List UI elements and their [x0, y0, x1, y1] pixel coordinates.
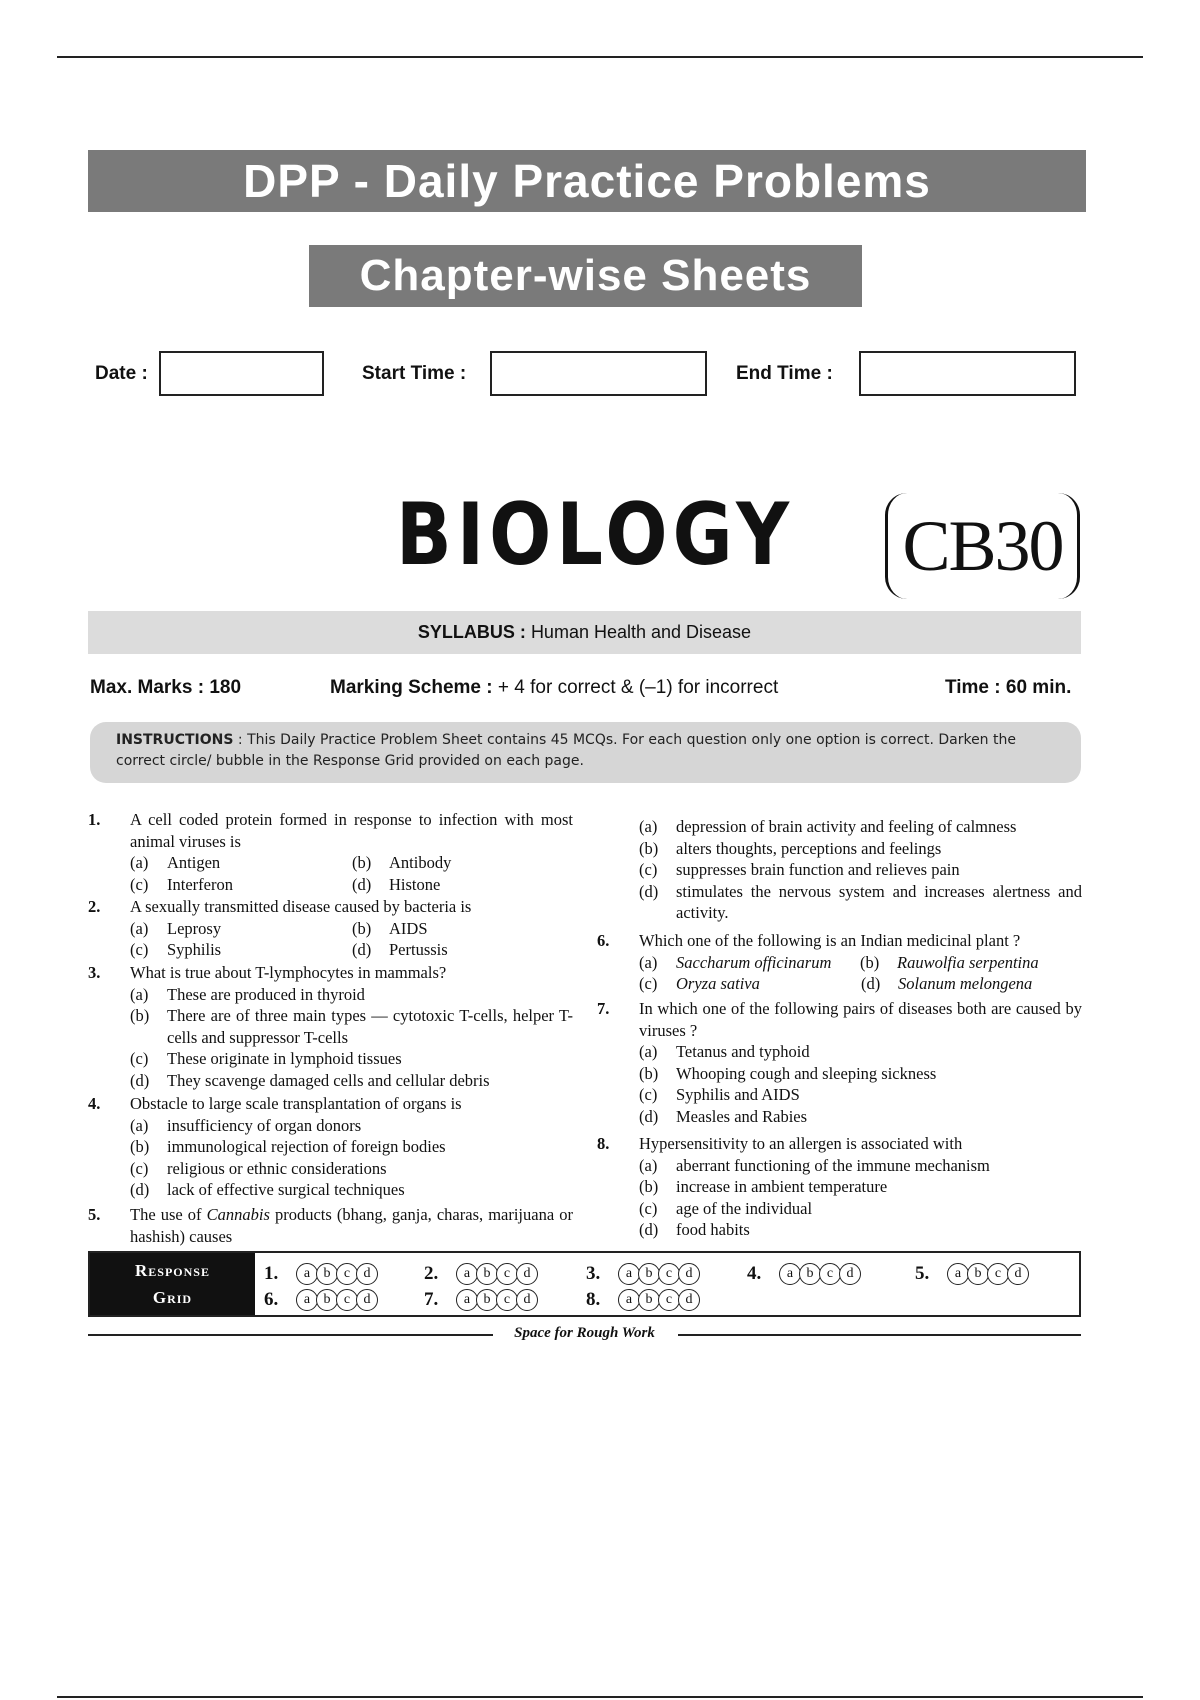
option-text: Leprosy — [167, 918, 222, 938]
option-row — [597, 881, 1082, 924]
option-letter: (a) — [639, 1155, 658, 1175]
option-row — [88, 1005, 573, 1048]
response-grid-number: 3. — [586, 1262, 601, 1284]
option-text: Antibody — [389, 853, 452, 872]
response-grid-item — [586, 1288, 700, 1311]
question-text: Which one of the following is an Indian medicinal plant ? — [639, 931, 1021, 950]
option-row — [597, 952, 1082, 974]
answer-bubble-d[interactable]: d — [839, 1263, 861, 1285]
option-row — [88, 939, 573, 961]
option-letter: (b) — [130, 1137, 150, 1156]
time-limit: Time : 60 min. — [945, 677, 1072, 698]
option-text: Whooping cough and sleeping sickness — [676, 1063, 937, 1083]
option-letter: (b) — [639, 838, 659, 858]
answer-bubble-b[interactable]: b — [476, 1263, 498, 1285]
question-text — [130, 1204, 573, 1247]
option-letter: (c) — [639, 1085, 658, 1104]
date-field[interactable] — [159, 351, 324, 396]
option-letter: (d) — [130, 1070, 150, 1090]
option-letter: (c) — [639, 1198, 658, 1218]
option-letter: (d) — [352, 874, 372, 894]
page-subtitle: Chapter-wise Sheets — [309, 245, 862, 307]
question-number: 6. — [597, 931, 610, 950]
question-1 — [88, 809, 573, 895]
option-text: increase in ambient temperature — [676, 1177, 888, 1196]
option-letter: (b) — [860, 952, 880, 972]
option-text: religious or ethnic considerations — [167, 1158, 387, 1178]
question-5 — [88, 1204, 573, 1247]
answer-bubble-d[interactable]: d — [678, 1289, 700, 1311]
question-4 — [88, 1093, 573, 1201]
option-letter: (a) — [639, 817, 658, 836]
option-text: depression of brain activity and feeling of calmness — [676, 817, 1017, 836]
option-letter: (d) — [639, 881, 659, 901]
question-3 — [88, 962, 573, 1091]
question-2 — [88, 896, 573, 961]
option-letter: (d) — [639, 1106, 659, 1126]
option-text: aberrant functioning of the immune mechanism — [676, 1155, 990, 1175]
option-text: food habits — [676, 1220, 750, 1239]
option-text: Tetanus and typhoid — [676, 1042, 810, 1061]
option-letter: (b) — [639, 1177, 659, 1196]
option-text: insufficiency of organ donors — [167, 1115, 362, 1135]
response-grid-item — [264, 1288, 378, 1311]
option-letter: (a) — [130, 918, 149, 938]
option-text: stimulates the nervous system and increases alertness and activity. — [676, 881, 1082, 922]
option-row — [597, 1198, 1082, 1220]
question-number: 7. — [597, 999, 610, 1018]
option-text: There are of three main types — cytotoxic T-cells, helper T-cells and suppressor T-cells — [167, 1006, 573, 1047]
option-row — [88, 1136, 573, 1158]
answer-bubble-c[interactable]: c — [336, 1289, 358, 1311]
response-grid-label-line1: Response — [135, 1261, 210, 1280]
option-letter: (a) — [130, 1115, 149, 1135]
option-row — [597, 1176, 1082, 1198]
response-grid-number: 1. — [264, 1262, 279, 1284]
option-letter: (b) — [130, 1006, 150, 1025]
answer-bubble-b[interactable]: b — [638, 1263, 660, 1285]
answer-bubble-a[interactable]: a — [618, 1263, 640, 1285]
answer-bubble-a[interactable]: a — [779, 1263, 801, 1285]
answer-bubble-a[interactable]: a — [296, 1289, 318, 1311]
option-row — [597, 1155, 1082, 1177]
response-grid-item — [424, 1262, 538, 1285]
answer-bubble-d[interactable]: d — [356, 1263, 378, 1285]
answer-bubble-d[interactable]: d — [516, 1263, 538, 1285]
option-text: Saccharum officinarum — [676, 952, 832, 972]
response-grid — [88, 1251, 1081, 1317]
option-letter: (b) — [352, 853, 372, 872]
option-row — [88, 1158, 573, 1180]
option-letter: (a) — [130, 984, 149, 1004]
option-row — [597, 816, 1082, 838]
syllabus-value: Human Health and Disease — [530, 622, 752, 642]
option-row — [597, 859, 1082, 881]
option-row — [88, 1115, 573, 1137]
option-letter: (c) — [639, 860, 658, 879]
response-grid-item — [915, 1262, 1029, 1285]
option-letter: (c) — [130, 1049, 149, 1068]
option-text: Syphilis — [167, 940, 222, 959]
question-7 — [597, 998, 1082, 1127]
response-grid-item — [586, 1262, 700, 1285]
option-letter: (d) — [639, 1220, 659, 1239]
option-row — [597, 838, 1082, 860]
question-text-italic: Cannabis — [206, 1205, 270, 1224]
option-row — [88, 852, 573, 874]
option-letter: (a) — [639, 952, 658, 972]
syllabus-label: SYLLABUS : — [417, 622, 526, 642]
option-row — [88, 918, 573, 940]
option-text: They scavenge damaged cells and cellular debris — [167, 1070, 490, 1090]
marking-scheme-label: Marking Scheme : — [330, 677, 493, 698]
option-row — [597, 973, 1082, 995]
option-text: immunological rejection of foreign bodies — [167, 1137, 446, 1156]
option-text: Oryza sativa — [676, 974, 760, 993]
option-row — [597, 1084, 1082, 1106]
response-grid-item — [264, 1262, 378, 1285]
answer-bubble-c[interactable]: c — [496, 1289, 518, 1311]
question-number: 2. — [88, 897, 101, 916]
answer-bubble-b[interactable]: b — [638, 1289, 660, 1311]
answer-bubble-b[interactable]: b — [967, 1263, 989, 1285]
subject-title: BIOLOGY — [396, 485, 795, 585]
option-text: Histone — [389, 874, 441, 894]
option-row — [597, 1063, 1082, 1085]
option-text: These originate in lymphoid tissues — [167, 1049, 402, 1068]
option-row — [597, 1106, 1082, 1128]
option-text: Pertussis — [389, 940, 448, 959]
option-letter: (a) — [639, 1042, 658, 1061]
option-letter: (c) — [130, 1158, 149, 1178]
response-grid-label-line2: Grid — [152, 1288, 193, 1307]
response-grid-item — [747, 1262, 861, 1285]
option-letter: (d) — [352, 940, 372, 959]
option-letter: (c) — [130, 874, 149, 894]
option-text: alters thoughts, perceptions and feelings — [676, 838, 942, 858]
question-text: A sexually transmitted disease caused by bacteria is — [130, 897, 472, 916]
answer-bubble-a[interactable]: a — [618, 1289, 640, 1311]
option-row — [88, 984, 573, 1006]
answer-bubble-a[interactable]: a — [456, 1289, 478, 1311]
response-grid-number: 2. — [424, 1262, 439, 1284]
option-text: age of the individual — [676, 1198, 813, 1218]
syllabus-bar — [88, 611, 1081, 654]
option-text: lack of effective surgical techniques — [167, 1180, 405, 1199]
question-text: Hypersensitivity to an allergen is associated with — [639, 1134, 963, 1153]
option-text: Interferon — [167, 874, 233, 894]
answer-bubble-c[interactable]: c — [987, 1263, 1009, 1285]
option-letter: (a) — [130, 853, 149, 872]
option-row — [597, 1219, 1082, 1241]
bottom-rule — [57, 1696, 1143, 1698]
answer-bubble-a[interactable]: a — [296, 1263, 318, 1285]
max-marks: Max. Marks : 180 — [90, 677, 242, 698]
answer-bubble-d[interactable]: d — [356, 1289, 378, 1311]
response-grid-number: 5. — [915, 1262, 930, 1284]
question-5-options — [597, 816, 1082, 924]
answer-bubble-c[interactable]: c — [336, 1263, 358, 1285]
instructions-text: : This Daily Practice Problem Sheet contains 45 MCQs. For each question only one option is correct. Darken the correct circle/ bubble in the Response Grid provided on each page. — [116, 732, 1016, 769]
question-text: A cell coded protein formed in response to infection with most animal viruses is — [130, 810, 573, 851]
rough-work-text: Space for Rough Work — [504, 1325, 665, 1341]
answer-bubble-d[interactable]: d — [678, 1263, 700, 1285]
option-letter: (b) — [352, 918, 372, 938]
response-grid-number: 4. — [747, 1262, 762, 1284]
question-text: Obstacle to large scale transplantation of organs is — [130, 1094, 462, 1113]
option-text: Antigen — [167, 853, 221, 872]
question-text: In which one of the following pairs of diseases both are caused by viruses ? — [639, 999, 1082, 1040]
start-time-label: Start Time : — [362, 363, 467, 384]
question-number: 3. — [88, 963, 101, 982]
marking-scheme — [330, 677, 778, 699]
option-text: Syphilis and AIDS — [676, 1085, 800, 1104]
question-number: 1. — [88, 810, 101, 829]
option-row — [88, 874, 573, 896]
end-time-field[interactable] — [859, 351, 1076, 396]
response-grid-item — [424, 1288, 538, 1311]
option-letter: (c) — [130, 940, 149, 959]
end-time-label: End Time : — [736, 363, 833, 384]
answer-bubble-b[interactable]: b — [316, 1263, 338, 1285]
response-grid-number: 8. — [586, 1288, 601, 1310]
response-grid-label — [90, 1253, 255, 1315]
answer-bubble-c[interactable]: c — [658, 1289, 680, 1311]
option-text: These are produced in thyroid — [167, 984, 365, 1004]
option-letter: (d) — [861, 974, 881, 993]
instructions-label: INSTRUCTIONS — [116, 732, 234, 748]
option-row — [88, 1048, 573, 1070]
answer-bubble-d[interactable]: d — [516, 1289, 538, 1311]
start-time-field[interactable] — [490, 351, 707, 396]
question-text-post: products (bhang, ganja, charas, marijuana or hashish) causes — [130, 1205, 573, 1246]
answer-bubble-d[interactable]: d — [1007, 1263, 1029, 1285]
rough-work-divider — [88, 1325, 1081, 1345]
sheet-code: CB30 — [885, 493, 1080, 599]
question-8 — [597, 1133, 1082, 1241]
option-text: Measles and Rabies — [676, 1106, 808, 1126]
question-6 — [597, 930, 1082, 995]
question-text-pre: The use of — [130, 1205, 207, 1224]
option-letter: (d) — [130, 1180, 150, 1199]
question-number: 8. — [597, 1134, 610, 1153]
instructions-box — [90, 722, 1081, 783]
option-row — [88, 1070, 573, 1092]
answer-bubble-c[interactable]: c — [658, 1263, 680, 1285]
question-number: 5. — [88, 1205, 101, 1224]
top-rule — [57, 56, 1143, 58]
answer-bubble-b[interactable]: b — [799, 1263, 821, 1285]
answer-bubble-b[interactable]: b — [316, 1289, 338, 1311]
rough-work-label — [88, 1325, 1081, 1342]
option-letter: (c) — [639, 974, 658, 993]
option-row — [597, 1041, 1082, 1063]
answer-bubble-a[interactable]: a — [947, 1263, 969, 1285]
response-grid-number: 7. — [424, 1288, 439, 1310]
question-number: 4. — [88, 1094, 101, 1113]
answer-bubble-c[interactable]: c — [819, 1263, 841, 1285]
question-text: What is true about T-lymphocytes in mammals? — [130, 963, 447, 982]
answer-bubble-c[interactable]: c — [496, 1263, 518, 1285]
option-text: Solanum melongena — [898, 974, 1033, 993]
answer-bubble-a[interactable]: a — [456, 1263, 478, 1285]
answer-bubble-b[interactable]: b — [476, 1289, 498, 1311]
option-text: AIDS — [389, 918, 428, 938]
option-text: suppresses brain function and relieves pain — [676, 860, 960, 879]
option-letter: (b) — [639, 1063, 659, 1083]
marking-scheme-value: + 4 for correct & (–1) for incorrect — [497, 677, 779, 698]
date-label: Date : — [95, 363, 148, 384]
option-text: Rauwolfia serpentina — [897, 952, 1039, 972]
option-row — [88, 1179, 573, 1201]
page-title: DPP - Daily Practice Problems — [88, 150, 1086, 212]
response-grid-number: 6. — [264, 1288, 279, 1310]
